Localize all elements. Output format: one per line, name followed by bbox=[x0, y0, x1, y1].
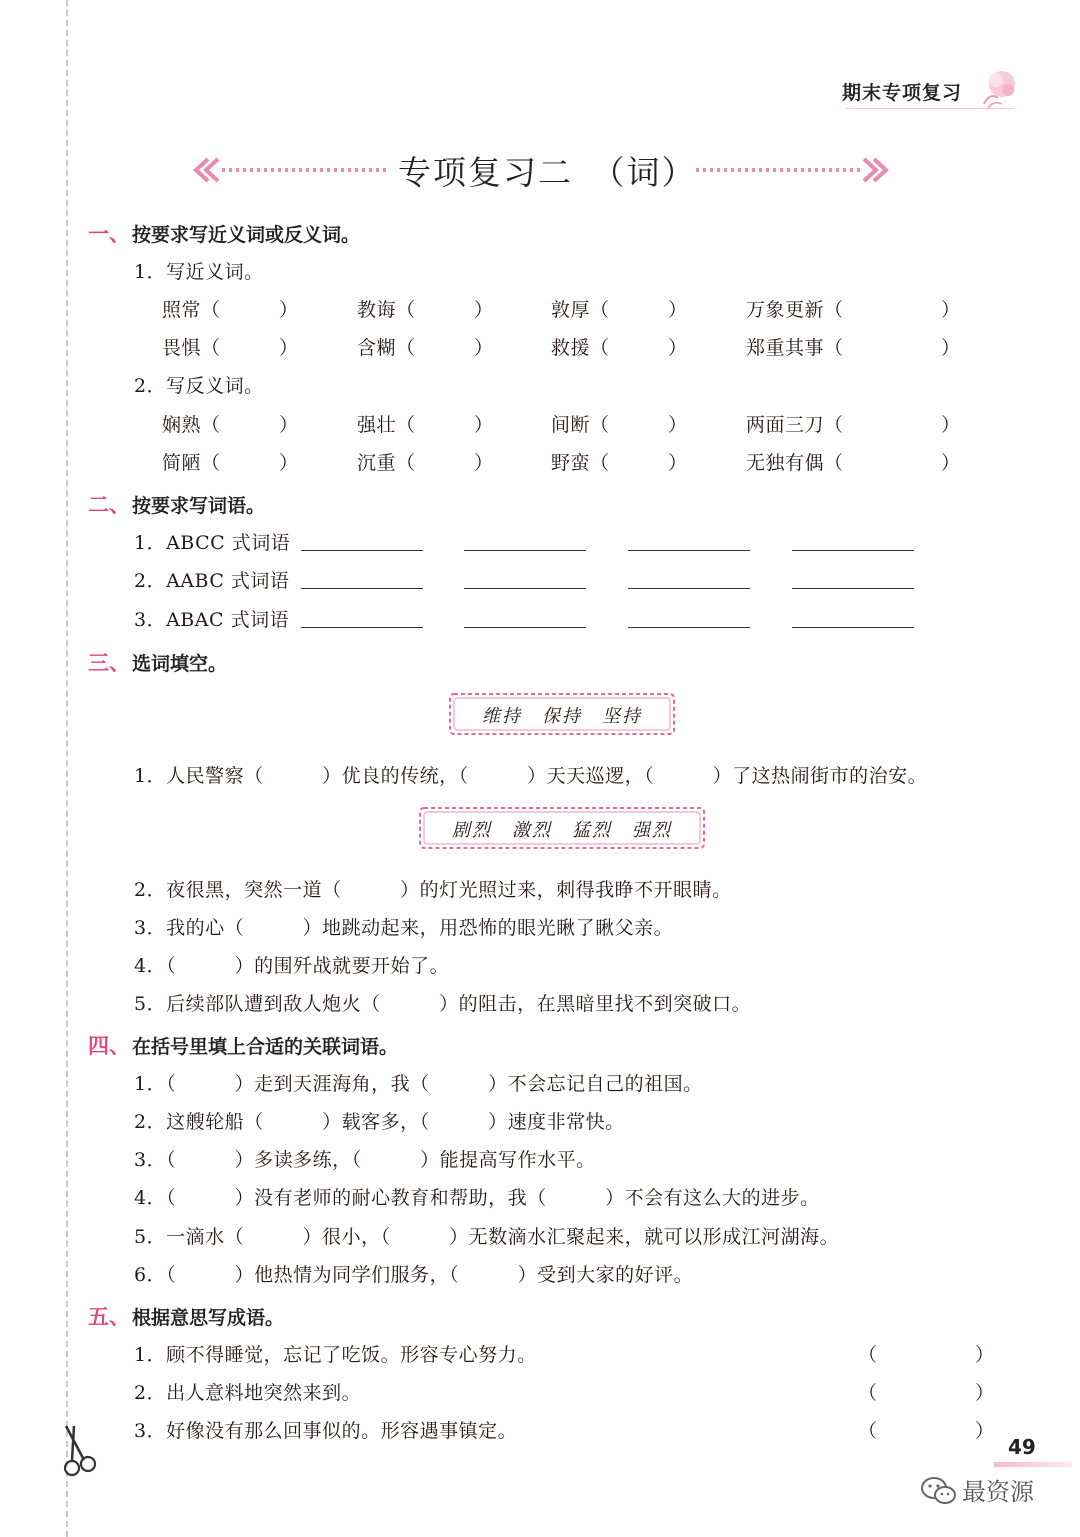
q3-item: 1．人民警察（ ）优良的传统，（ ）天天巡逻，（ ）了这热闹街市的治安。 bbox=[134, 765, 928, 787]
q4-item: 1．（ ）走到天涯海角，我（ ）不会忘记自己的祖国。 bbox=[134, 1073, 703, 1095]
answer-line[interactable] bbox=[464, 588, 586, 589]
answer-line[interactable] bbox=[628, 627, 750, 628]
q3-item: 5．后续部队遭到敌人炮火（ ）的阻击，在黑暗里找不到突破口。 bbox=[134, 993, 752, 1015]
title-left-arrow-icon bbox=[192, 155, 388, 185]
section-title: 按要求写近义词或反义词。 bbox=[132, 224, 361, 246]
q5-item: 1．顾不得睡觉，忘记了吃饭。形容专心努力。 bbox=[134, 1344, 537, 1366]
answer-paren[interactable]: （ ） bbox=[858, 1344, 995, 1366]
word-choice-box-2 bbox=[416, 804, 708, 852]
ant-item: 野蛮（ ） bbox=[551, 452, 688, 474]
wechat-icon bbox=[920, 1476, 958, 1506]
page-title: 专项复习二 （词） bbox=[398, 153, 697, 192]
ant-item: 间断（ ） bbox=[551, 414, 688, 436]
section-title: 选词填空。 bbox=[132, 653, 228, 675]
q4-item: 4．（ ）没有老师的耐心教育和帮助，我（ ）不会有这么大的进步。 bbox=[134, 1187, 820, 1209]
section-title: 根据意思写成语。 bbox=[132, 1307, 285, 1329]
answer-line[interactable] bbox=[792, 588, 914, 589]
syn-item: 照常（ ） bbox=[162, 299, 299, 321]
cut-line bbox=[66, 0, 68, 1537]
q3-item: 3．我的心（ ）地跳动起来，用恐怖的眼光瞅了瞅父亲。 bbox=[134, 917, 674, 939]
q3-item: 2．夜很黑，突然一道（ ）的灯光照过来，刺得我睁不开眼睛。 bbox=[134, 879, 732, 901]
q4-item: 5．一滴水（ ）很小，（ ）无数滴水汇聚起来，就可以形成江河湖海。 bbox=[134, 1226, 840, 1248]
section-4-heading bbox=[88, 1030, 398, 1060]
section-5-heading bbox=[88, 1301, 284, 1331]
section-2-heading bbox=[88, 489, 265, 519]
q2-item: 2．AABC 式词语 bbox=[134, 570, 290, 592]
syn-item: 畏惧（ ） bbox=[162, 337, 299, 359]
answer-line[interactable] bbox=[464, 550, 586, 551]
word-choice-box-1 bbox=[446, 690, 678, 738]
ant-item: 两面三刀（ ） bbox=[746, 414, 961, 436]
q1-sub1: 1．写近义词。 bbox=[134, 261, 264, 283]
syn-item: 教诲（ ） bbox=[357, 299, 494, 321]
word-choices: 剧烈 激烈 猛烈 强烈 bbox=[452, 820, 672, 841]
header-underline bbox=[846, 108, 1014, 111]
section-3-heading bbox=[88, 647, 227, 677]
page-number: 49 bbox=[1008, 1435, 1036, 1459]
section-number: 一、 bbox=[88, 222, 130, 246]
section-number: 五、 bbox=[88, 1305, 130, 1329]
q4-item: 2．这艘轮船（ ）载客多，（ ）速度非常快。 bbox=[134, 1111, 625, 1133]
answer-line[interactable] bbox=[301, 627, 423, 628]
ant-item: 沉重（ ） bbox=[357, 452, 494, 474]
section-number: 四、 bbox=[88, 1034, 130, 1058]
syn-item: 万象更新（ ） bbox=[746, 299, 961, 321]
section-title: 按要求写词语。 bbox=[132, 495, 266, 517]
scissors-icon bbox=[60, 1424, 100, 1480]
syn-item: 敦厚（ ） bbox=[551, 299, 688, 321]
answer-line[interactable] bbox=[628, 550, 750, 551]
section-number: 三、 bbox=[88, 651, 130, 675]
header-label: 期末专项复习 bbox=[842, 82, 963, 104]
answer-line[interactable] bbox=[628, 588, 750, 589]
ant-item: 无独有偶（ ） bbox=[746, 452, 961, 474]
answer-line[interactable] bbox=[792, 550, 914, 551]
section-1-heading bbox=[88, 218, 360, 248]
section-number: 二、 bbox=[88, 493, 130, 517]
syn-item: 含糊（ ） bbox=[357, 337, 494, 359]
q4-item: 3．（ ）多读多练，（ ）能提高写作水平。 bbox=[134, 1149, 596, 1171]
q5-item: 2．出人意料地突然来到。 bbox=[134, 1382, 362, 1404]
word-choices: 维持 保持 坚持 bbox=[482, 706, 642, 727]
ant-item: 简陋（ ） bbox=[162, 452, 299, 474]
flower-icon bbox=[974, 64, 1022, 112]
q2-item: 1．ABCC 式词语 bbox=[134, 532, 291, 554]
syn-item: 救援（ ） bbox=[551, 337, 688, 359]
watermark bbox=[920, 1472, 1070, 1508]
answer-line[interactable] bbox=[464, 627, 586, 628]
answer-line[interactable] bbox=[301, 588, 423, 589]
q5-item: 3．好像没有那么回事似的。形容遇事镇定。 bbox=[134, 1420, 518, 1442]
ant-item: 强壮（ ） bbox=[357, 414, 494, 436]
section-title: 在括号里填上合适的关联词语。 bbox=[132, 1036, 399, 1058]
answer-paren[interactable]: （ ） bbox=[858, 1382, 995, 1404]
answer-line[interactable] bbox=[792, 627, 914, 628]
syn-item: 郑重其事（ ） bbox=[746, 337, 961, 359]
q4-item: 6．（ ）他热情为同学们服务，（ ）受到大家的好评。 bbox=[134, 1264, 694, 1286]
title-right-arrow-icon bbox=[694, 155, 890, 185]
page-number-bar bbox=[994, 1462, 1072, 1467]
ant-item: 娴熟（ ） bbox=[162, 414, 299, 436]
q3-item: 4．（ ）的围歼战就要开始了。 bbox=[134, 955, 450, 977]
q2-item: 3．ABAC 式词语 bbox=[134, 609, 290, 631]
watermark-text: 最资源 bbox=[962, 1478, 1034, 1506]
q1-sub2: 2．写反义词。 bbox=[134, 375, 264, 397]
answer-paren[interactable]: （ ） bbox=[858, 1420, 995, 1442]
answer-line[interactable] bbox=[301, 550, 423, 551]
